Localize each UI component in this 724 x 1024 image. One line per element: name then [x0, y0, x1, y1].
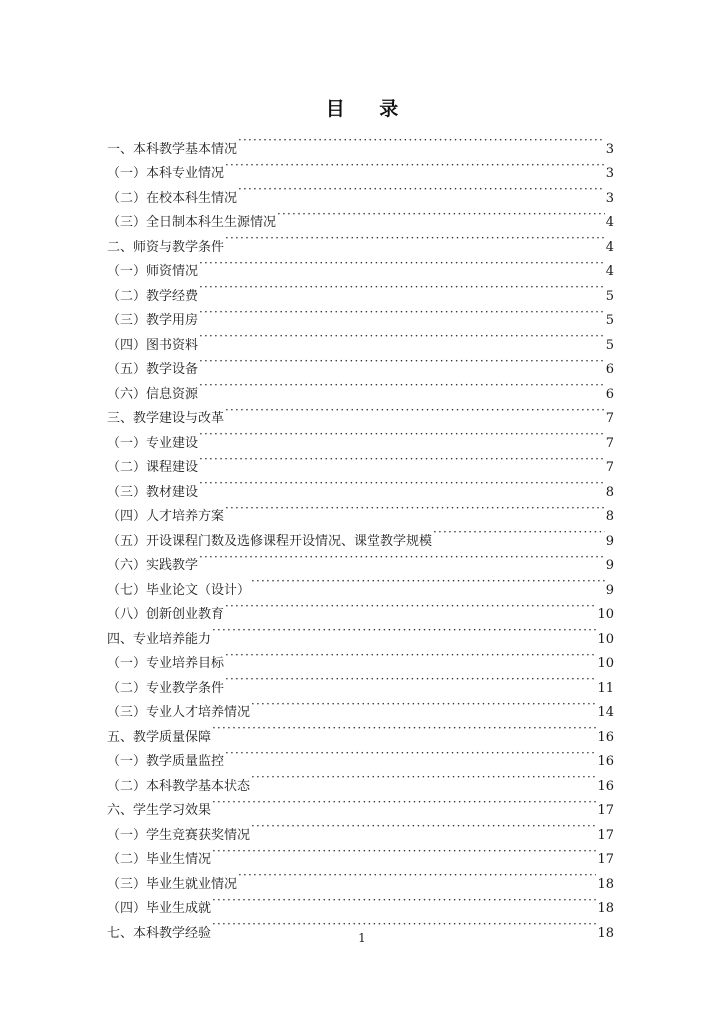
toc-dot-leader — [225, 594, 596, 619]
toc-entry-page-number: 6 — [605, 362, 614, 377]
toc-entry-page-number: 4 — [605, 215, 614, 230]
toc-entry-page-number: 5 — [605, 313, 614, 328]
toc-entry-label: （二）本科教学基本状态 — [107, 778, 251, 794]
toc-entry-label: （一）专业建设 — [107, 435, 199, 451]
toc-entry-page-number: 9 — [605, 582, 614, 598]
toc-dot-leader — [212, 839, 596, 864]
toc-entry-label: （五）教学设备 — [107, 362, 199, 377]
toc-dot-leader — [251, 814, 596, 839]
toc-dot-leader — [238, 177, 605, 202]
toc-entry-label: （一）教学质量监控 — [107, 754, 225, 769]
toc-entry-label: （五）开设课程门数及选修课程开设情况、课堂教学规模 — [107, 533, 433, 549]
toc-entry-page-number: 10 — [597, 631, 614, 647]
toc-dot-leader — [199, 545, 605, 570]
toc-entry-label: （二）在校本科生情况 — [107, 190, 238, 206]
toc-entry-page-number: 8 — [605, 509, 614, 524]
toc-entry-page-number: 18 — [597, 925, 614, 941]
toc-entry-page-number: 5 — [605, 288, 614, 304]
toc-entry-page-number: 17 — [597, 803, 614, 818]
toc-dot-leader — [225, 667, 596, 692]
toc-dot-leader — [199, 300, 605, 325]
toc-dot-leader — [238, 863, 596, 888]
toc-entry-page-number: 7 — [605, 460, 614, 475]
toc-entry-page-number: 14 — [597, 705, 614, 720]
toc-entry-page-number: 4 — [605, 264, 614, 279]
toc-entry-label: 二、师资与教学条件 — [107, 239, 225, 255]
toc-entry-label: （三）毕业生就业情况 — [107, 876, 238, 892]
toc-entry-page-number: 3 — [605, 166, 614, 181]
toc-entry-label: （一）师资情况 — [107, 264, 199, 279]
toc-dot-leader — [225, 398, 605, 423]
toc-entry-page-number: 11 — [597, 680, 614, 696]
toc-entry-page-number: 9 — [605, 533, 614, 549]
toc-entry-label: （八）创新创业教育 — [107, 607, 225, 622]
toc-entry-page-number: 7 — [605, 411, 614, 426]
toc-entry-label: （四）人才培养方案 — [107, 509, 225, 524]
toc-entry-page-number: 10 — [597, 656, 614, 671]
toc-entry-page-number: 16 — [597, 754, 614, 769]
toc-entry-label: （四）毕业生成就 — [107, 901, 212, 916]
toc-entry-label: （一）本科专业情况 — [107, 166, 225, 181]
toc-entry-label: （二）教学经费 — [107, 288, 199, 304]
toc-entry-page-number: 16 — [597, 729, 614, 745]
toc-dot-leader — [199, 349, 605, 374]
toc-entry-label: （三）教学用房 — [107, 313, 199, 328]
toc-dot-leader — [212, 888, 596, 913]
toc-entry-label: （四）图书资料 — [107, 337, 199, 353]
table-of-contents — [107, 128, 614, 941]
page-title: 目 录 — [325, 98, 413, 120]
toc-entry-label: 五、教学质量保障 — [107, 729, 212, 745]
toc-dot-leader — [225, 226, 605, 251]
toc-entry-page-number: 3 — [605, 190, 614, 206]
toc-entry-page-number: 6 — [605, 386, 614, 402]
toc-entry-page-number: 8 — [605, 484, 614, 500]
toc-entry-label: （二）专业教学条件 — [107, 680, 225, 696]
toc-entry-label: （二）毕业生情况 — [107, 852, 212, 867]
toc-dot-leader — [225, 643, 596, 668]
toc-dot-leader — [251, 569, 605, 594]
toc-entry-page-number: 18 — [597, 901, 614, 916]
toc-entry-page-number: 17 — [597, 827, 614, 843]
toc-entry-label: 四、专业培养能力 — [107, 631, 212, 647]
toc-entry-label: （三）专业人才培养情况 — [107, 705, 251, 720]
toc-entry-label: （一）学生竞赛获奖情况 — [107, 827, 251, 843]
toc-entry-label: （六）信息资源 — [107, 386, 199, 402]
toc-dot-leader — [251, 692, 596, 717]
toc-dot-leader — [212, 716, 596, 741]
toc-entry-label: 六、学生学习效果 — [107, 803, 212, 818]
toc-dot-leader — [225, 741, 596, 766]
toc-entry-page-number: 18 — [597, 876, 614, 892]
toc-entry-page-number: 7 — [605, 435, 614, 451]
toc-entry-page-number: 10 — [597, 607, 614, 622]
toc-dot-leader — [199, 447, 605, 472]
toc-dot-leader — [238, 128, 605, 153]
toc-dot-leader — [225, 496, 605, 521]
toc-dot-leader — [277, 202, 605, 227]
toc-entry-page-number: 16 — [597, 778, 614, 794]
toc-dot-leader — [433, 520, 605, 545]
toc-entry-label: 七、本科教学经验 — [107, 925, 212, 941]
toc-entry-page-number: 4 — [605, 239, 614, 255]
toc-dot-leader — [212, 790, 596, 815]
toc-entry-label: 一、本科教学基本情况 — [107, 141, 238, 157]
toc-entry-label: 三、教学建设与改革 — [107, 411, 225, 426]
toc-entry-page-number: 3 — [605, 141, 614, 157]
toc-entry-label: （三）全日制本科生生源情况 — [107, 215, 277, 230]
toc-dot-leader — [199, 324, 605, 349]
toc-entry-page-number: 17 — [597, 852, 614, 867]
toc-entry-label: （六）实践教学 — [107, 558, 199, 573]
toc-dot-leader — [212, 618, 596, 643]
page-number: 1 — [358, 931, 366, 945]
toc-entry[interactable] — [107, 128, 614, 157]
toc-entry-label: （七）毕业论文（设计） — [107, 582, 251, 598]
toc-dot-leader — [251, 765, 596, 790]
toc-entry-label: （一）专业培养目标 — [107, 656, 225, 671]
toc-dot-leader — [199, 251, 605, 276]
toc-entry-page-number: 5 — [605, 337, 614, 353]
toc-entry-label: （三）教材建设 — [107, 484, 199, 500]
toc-entry-page-number: 9 — [605, 558, 614, 573]
toc-dot-leader — [225, 153, 605, 178]
toc-dot-leader — [199, 275, 605, 300]
toc-dot-leader — [199, 471, 605, 496]
toc-entry-label: （二）课程建设 — [107, 460, 199, 475]
toc-dot-leader — [199, 373, 605, 398]
toc-dot-leader — [199, 422, 605, 447]
